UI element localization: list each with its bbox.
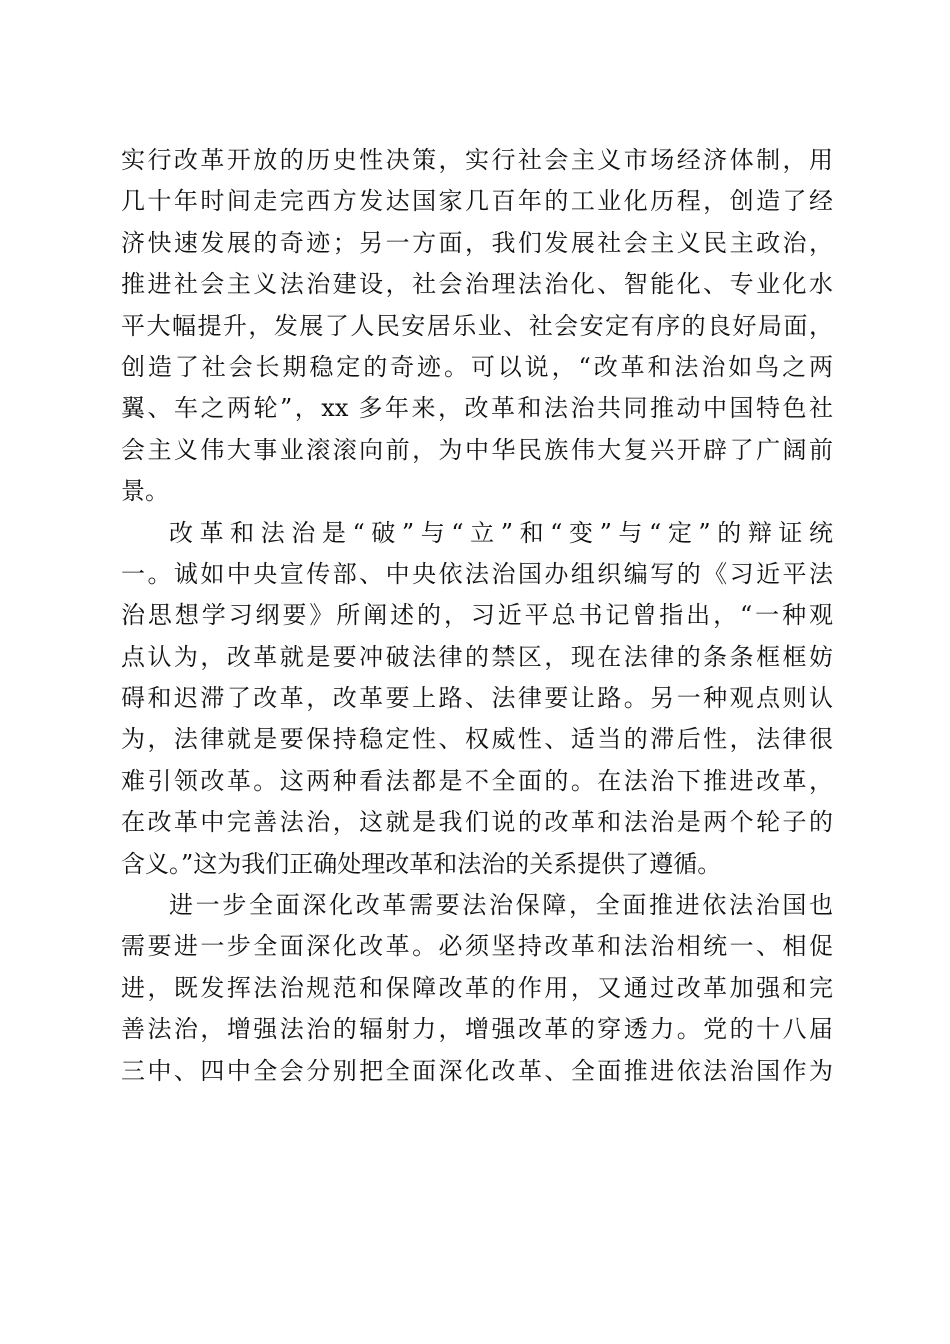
paragraph-2 <box>121 513 833 886</box>
text-line: 需要进一步全面深化改革。必须坚持改革和法治相统一、相促 <box>121 932 833 961</box>
text-line: 进，既发挥法治规范和保障改革的作用，又通过改革加强和完 <box>121 973 833 1002</box>
text-line: 创造了社会长期稳定的奇迹。可以说，“改革和法治如鸟之两 <box>121 352 833 381</box>
text-line: 实行改革开放的历史性决策，实行社会主义市场经济体制，用 <box>121 146 833 174</box>
text-line: 推进社会主义法治建设，社会治理法治化、智能化、专业化水 <box>121 270 833 299</box>
text-line: 含义。”这为我们正确处理改革和法治的关系提供了遵循。 <box>121 849 722 878</box>
text-line: 治思想学习纲要》所阐述的，习近平总书记曾指出，“一种观 <box>121 601 833 630</box>
text-line: 点认为，改革就是要冲破法律的禁区，现在法律的条条框框妨 <box>121 642 833 671</box>
text-line: 会主义伟大事业滚滚向前，为中华民族伟大复兴开辟了广阔前 <box>121 435 833 464</box>
text-line: 改革和法治是“破”与“立”和“变”与“定”的辩证统 <box>169 518 833 547</box>
paragraph-3 <box>121 885 833 1092</box>
text-line: 三中、四中全会分别把全面深化改革、全面推进依法治国作为 <box>121 1056 833 1085</box>
paragraph-1 <box>121 140 833 513</box>
text-line: 为，法律就是要保持稳定性、权威性、适当的滞后性，法律很 <box>121 725 833 754</box>
text-line: 进一步全面深化改革需要法治保障，全面推进依法治国也 <box>169 891 833 920</box>
text-line: 在改革中完善法治，这就是我们说的改革和法治是两个轮子的 <box>121 808 833 837</box>
text-line: 景。 <box>121 477 169 506</box>
text-line: 平大幅提升，发展了人民安居乐业、社会安定有序的良好局面， <box>121 311 833 340</box>
text-line: 翼、车之两轮”，xx 多年来，改革和法治共同推动中国特色社 <box>121 394 833 423</box>
text-line: 一。诚如中央宣传部、中央依法治国办组织编写的《习近平法 <box>121 559 833 588</box>
text-line: 济快速发展的奇迹；另一方面，我们发展社会主义民主政治， <box>121 228 833 257</box>
document-body <box>121 140 833 1092</box>
text-line: 难引领改革。这两种看法都是不全面的。在法治下推进改革， <box>121 766 833 795</box>
text-line: 几十年时间走完西方发达国家几百年的工业化历程，创造了经 <box>121 187 833 216</box>
text-line: 善法治，增强法治的辐射力，增强改革的穿透力。党的十八届 <box>121 1015 833 1044</box>
text-line: 碍和迟滞了改革，改革要上路、法律要让路。另一种观点则认 <box>121 684 833 713</box>
